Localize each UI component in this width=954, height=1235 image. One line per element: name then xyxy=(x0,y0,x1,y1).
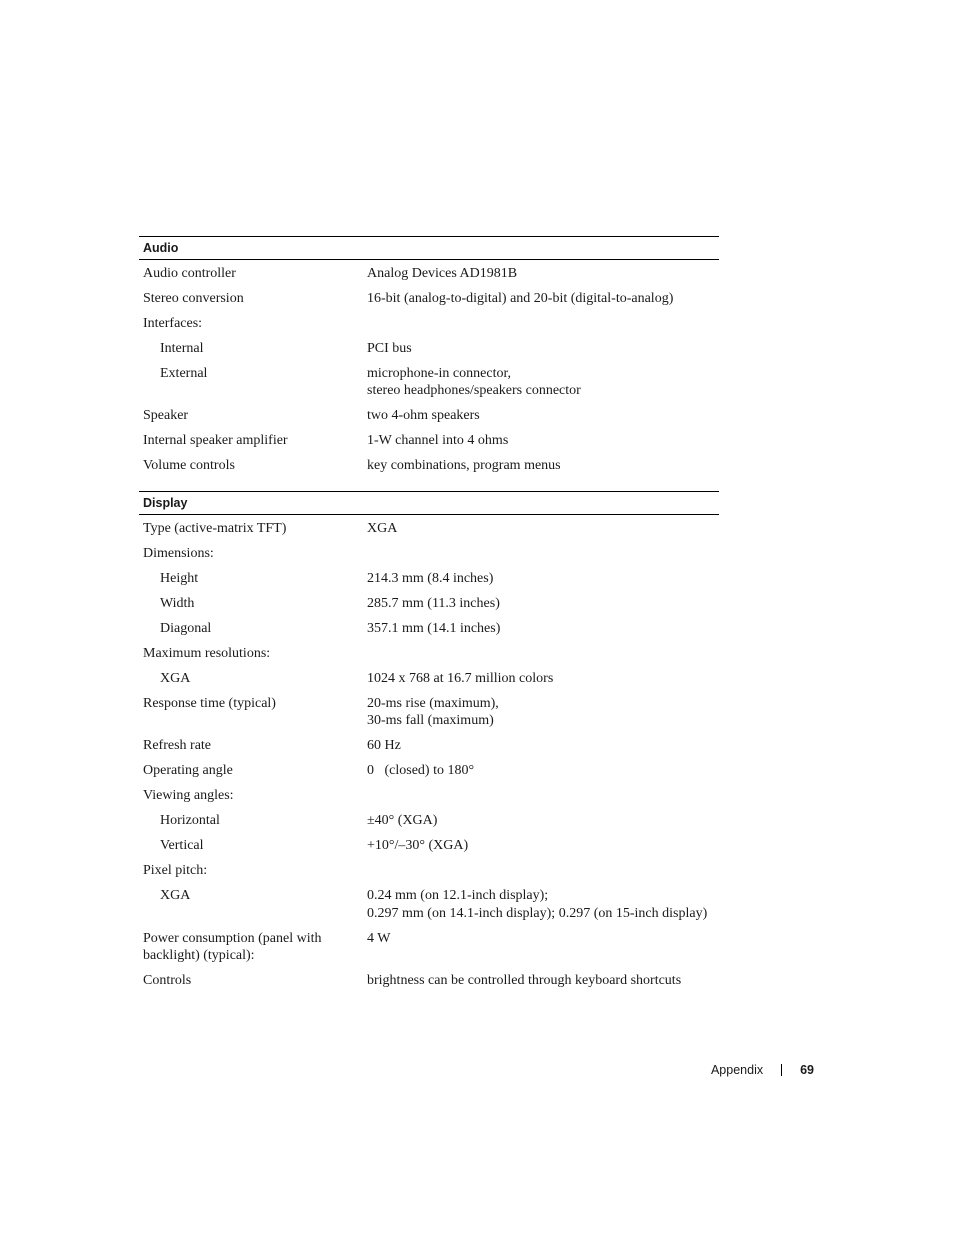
spec-value: 20-ms rise (maximum), 30-ms fall (maximum) xyxy=(367,695,499,728)
display-row xyxy=(139,759,719,784)
page-number: 69 xyxy=(800,1063,814,1077)
display-row xyxy=(139,516,719,541)
audio-row xyxy=(139,286,719,311)
display-row xyxy=(139,691,719,734)
footer-divider xyxy=(781,1064,782,1076)
spec-value xyxy=(367,315,719,333)
spec-label: Dimensions: xyxy=(143,545,214,561)
display-row xyxy=(139,641,719,666)
spec-label: Interfaces: xyxy=(143,315,203,331)
spec-value: 60 Hz xyxy=(367,738,401,753)
spec-label: Volume controls xyxy=(143,458,235,473)
spec-label: Refresh rate xyxy=(143,738,212,753)
spec-label: XGA xyxy=(160,888,191,903)
display-row xyxy=(139,666,719,691)
display-row xyxy=(139,616,719,641)
spec-value: XGA xyxy=(367,520,398,536)
spec-value: 285.7 mm (11.3 inches) xyxy=(367,595,500,611)
audio-row xyxy=(139,261,719,286)
spec-label: Horizontal xyxy=(160,813,220,828)
audio-section-header: Audio xyxy=(139,236,719,260)
display-row xyxy=(139,734,719,759)
audio-row xyxy=(139,404,719,429)
spec-label: Power consumption (panel with backlight) (typical): xyxy=(143,930,322,963)
display-row xyxy=(139,926,719,969)
display-spec-table xyxy=(139,491,719,994)
audio-rows xyxy=(139,260,719,479)
display-row xyxy=(139,784,719,809)
spec-value xyxy=(367,787,719,805)
display-row xyxy=(139,809,719,834)
spec-label: Type (active-matrix TFT) xyxy=(143,520,287,536)
spec-label: Viewing angles: xyxy=(143,788,234,803)
spec-value xyxy=(367,862,719,880)
audio-spec-table xyxy=(139,236,719,479)
spec-label: Maximum resolutions: xyxy=(143,645,271,661)
display-row xyxy=(139,566,719,591)
spec-value: two 4-ohm speakers xyxy=(367,408,480,423)
display-row xyxy=(139,591,719,616)
spec-value: +10°/–30° (XGA) xyxy=(367,838,469,853)
audio-row xyxy=(139,361,719,404)
display-row xyxy=(139,859,719,884)
display-row xyxy=(139,884,719,927)
spec-label: External xyxy=(160,365,208,381)
spec-value: 4 W xyxy=(367,930,391,946)
spec-value: key combinations, program menus xyxy=(367,458,561,473)
spec-value: 1-W channel into 4 ohms xyxy=(367,433,509,448)
display-row xyxy=(139,541,719,566)
display-rows xyxy=(139,515,719,994)
spec-label: Pixel pitch: xyxy=(143,863,208,878)
spec-value: 1024 x 768 at 16.7 million colors xyxy=(367,670,554,686)
spec-label: Speaker xyxy=(143,408,189,423)
spec-value: ±40° (XGA) xyxy=(367,813,438,828)
spec-value: 0 (closed) to 180° xyxy=(367,763,475,778)
audio-row xyxy=(139,336,719,361)
spec-value xyxy=(367,645,719,663)
spec-label: Operating angle xyxy=(143,763,233,778)
display-row xyxy=(139,834,719,859)
display-section-header: Display xyxy=(139,491,719,515)
spec-label: Controls xyxy=(143,973,192,988)
spec-label: Vertical xyxy=(160,838,204,853)
spec-value: 0.24 mm (on 12.1-inch display); 0.297 mm (on 14.1-inch display); 0.297 (on 15-inch display) xyxy=(367,888,708,921)
spec-label: Response time (typical) xyxy=(143,695,276,711)
spec-value: PCI bus xyxy=(367,340,412,356)
spec-value: microphone-in connector, stereo headphones/speakers connector xyxy=(367,365,581,398)
spec-value: brightness can be controlled through keyboard shortcuts xyxy=(367,973,682,988)
audio-row xyxy=(139,311,719,336)
spec-value: Analog Devices AD1981B xyxy=(367,265,518,281)
audio-row xyxy=(139,429,719,454)
spec-value: 16-bit (analog-to-digital) and 20-bit (digital-to-analog) xyxy=(367,290,674,306)
spec-value: 357.1 mm (14.1 inches) xyxy=(367,620,501,636)
spec-label: Height xyxy=(160,570,199,586)
audio-row xyxy=(139,454,719,479)
footer-section-title: Appendix xyxy=(710,1063,764,1077)
spec-label: Width xyxy=(160,595,195,611)
spec-label: Stereo conversion xyxy=(143,290,244,306)
display-row xyxy=(139,969,719,994)
spec-label: Internal speaker amplifier xyxy=(143,433,288,448)
spec-label: Diagonal xyxy=(160,620,212,636)
spec-value: 214.3 mm (8.4 inches) xyxy=(367,570,494,586)
spec-label: Audio controller xyxy=(143,265,236,281)
spec-label: XGA xyxy=(160,670,191,686)
page-footer xyxy=(711,1062,814,1078)
spec-value xyxy=(367,545,719,563)
spec-label: Internal xyxy=(160,340,204,356)
